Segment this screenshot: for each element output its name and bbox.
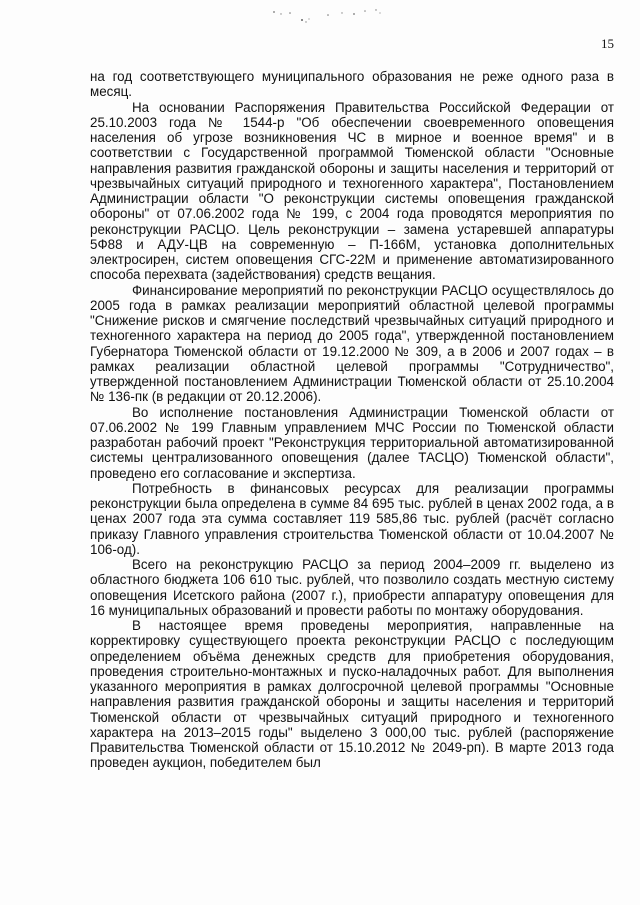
paragraph-2: На основании Распоряжения Правительства Российской Федерации от 25.10.2003 года № 1544-р "Об обеспечении своевременного оповещения населения об угрозе возникновения ЧС в мирное и военное время" и в соответствии с Государственной программой Тюменской области "Основные направления развития гражданской обороны и защиты населения и территорий от чрезвычайных ситуаций природного и техногенного характера", Постановлением Администрации области "О реконструкции системы оповещения гражданской обороны" от 07.06.2002 года № 199, с 2004 года проводятся мероприятия по реконструкции РАСЦО. Цель реконструкции – замена устаревшей аппаратуры 5Ф88 и АДУ-ЦВ на современную – П-166М, установка дополнительных электросирен, систем оповещения СГС-22М и применение автоматизированного способа перехвата (задействования) средств вещания.	[90, 99, 614, 283]
paragraph-1: на год соответствующего муниципального образования не реже одного раза в месяц.	[90, 69, 614, 100]
scan-artifact-marks	[268, 4, 388, 28]
paragraph-6: Всего на реконструкцию РАСЦО за период 2004–2009 гг. выделено из областного бюджета 106 610 тыс. рублей, что позволило создать местную систему оповещения Исетского района (2007 г.), приобрести аппаратуру оповещения для 16 муниципальных образований и провести работы по монтажу оборудования.	[90, 557, 614, 618]
paragraph-5: Потребность в финансовых ресурсах для реализации программы реконструкции была определена в сумме 84 695 тыс. рублей в ценах 2002 года, а в ценах 2007 года эта сумма составляет 119 585,86 тыс. рублей (расчёт согласно приказу Главного управления строительства Тюменской области от 10.04.2007 № 106-од).	[90, 480, 614, 557]
document-body	[90, 69, 614, 771]
paragraph-3: Финансирование мероприятий по реконструкции РАСЦО осуществлялось до 2005 года в рамках реализации мероприятий областной целевой программы "Снижение рисков и смягчение последствий чрезвычайных ситуаций природного и техногенного характера на период до 2005 года", утвержденной постановлением Губернатора Тюменской области от 19.12.2000 № 309, а в 2006 и 2007 годах – в рамках реализации областной целевой программы "Сотрудничество", утвержденной постановлением Администрации Тюменской области от 25.10.2004 № 136-пк (в редакции от 20.12.2006).	[90, 282, 614, 405]
paragraph-4: Во исполнение постановления Администрации Тюменской области от 07.06.2002 № 199 Главным управлением МЧС России по Тюменской области разработан рабочий проект "Реконструкция территориальной автоматизированной системы централизованного оповещения (далее ТАСЦО) Тюменской области", проведено его согласование и экспертиза.	[90, 404, 614, 481]
paragraph-7: В настоящее время проведены мероприятия, направленные на корректировку существующего проекта реконструкции РАСЦО с последующим определением объёма денежных средств для приобретения оборудования, проведения строительно-монтажных и пуско-наладочных работ. Для выполнения указанного мероприятия в рамках долгосрочной целевой программы "Основные направления развития гражданской обороны и защиты населения и территорий Тюменской области от чрезвычайных ситуаций природного и техногенного характера на 2013–2015 годы" выделено 3 000,00 тыс. рублей (распоряжение Правительства Тюменской области от 15.10.2012 № 2049-рп). В марте 2013 года проведен аукцион, победителем был	[90, 618, 614, 771]
page-number: 15	[601, 36, 614, 51]
